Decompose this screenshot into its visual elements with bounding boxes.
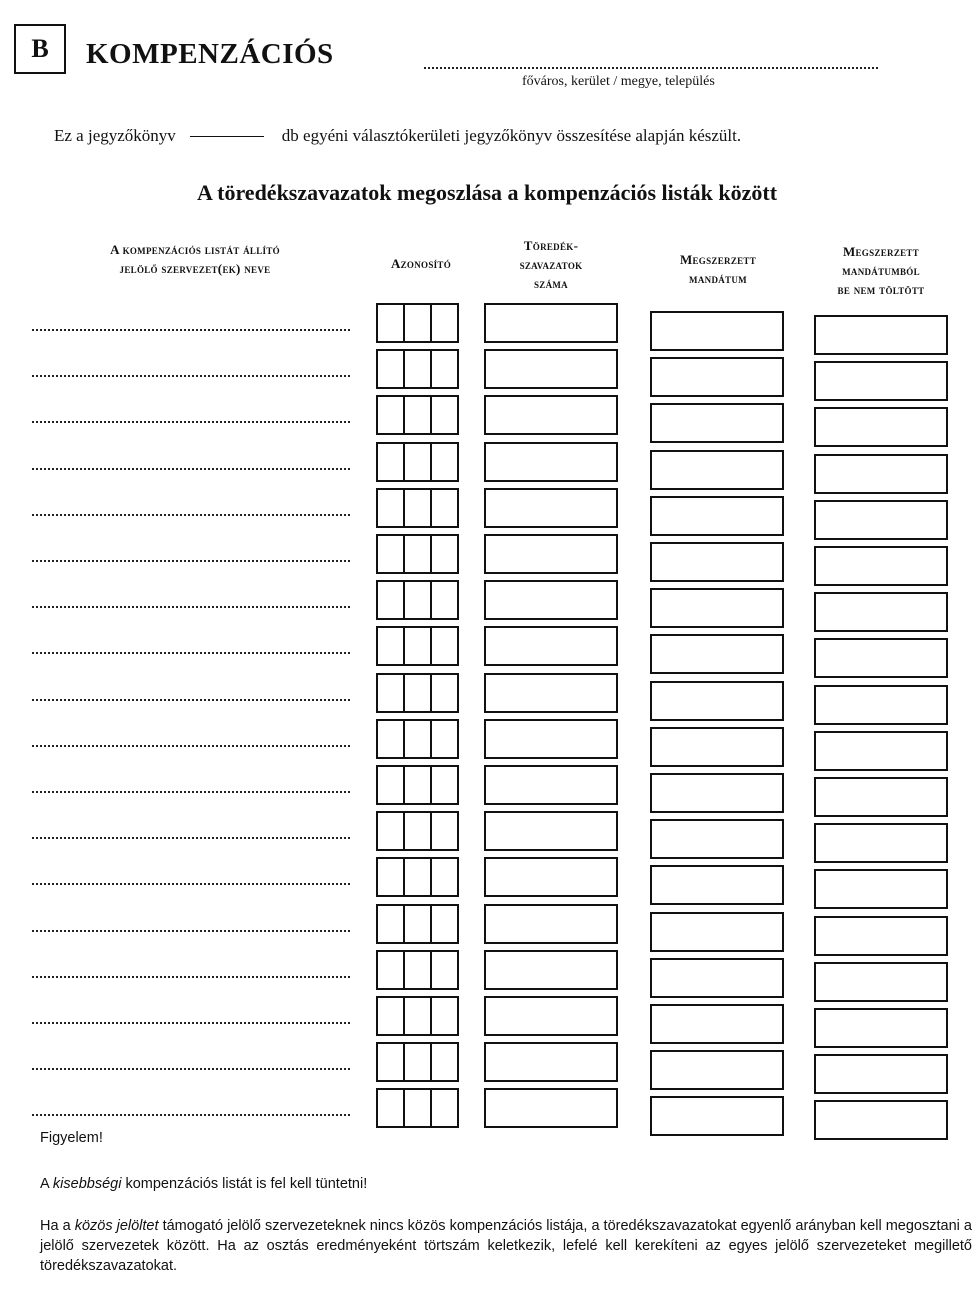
identifier-digit-cell[interactable] xyxy=(378,998,405,1034)
identifier-field[interactable] xyxy=(376,765,459,805)
column-header-unfilled xyxy=(806,242,956,299)
organization-name-field[interactable] xyxy=(32,699,350,701)
joint-candidate-note xyxy=(40,1216,972,1276)
identifier-field[interactable] xyxy=(376,626,459,666)
column-header-line: mandátumból xyxy=(842,263,920,278)
fragment-votes-field[interactable] xyxy=(484,580,618,620)
location-field[interactable] xyxy=(424,67,878,69)
identifier-field[interactable] xyxy=(376,1088,459,1128)
note-suffix: db egyéni választókerületi jegyzőkönyv összesítése alapján készült. xyxy=(281,126,742,145)
section-letter-box xyxy=(14,24,66,74)
minority-note-suffix: kompenzációs listát is fel kell tüntetni! xyxy=(121,1176,368,1192)
identifier-digit-cell[interactable] xyxy=(432,397,457,433)
unfilled-mandates-field[interactable] xyxy=(814,777,948,817)
mandates-field[interactable] xyxy=(650,865,784,905)
fragment-votes-field[interactable] xyxy=(484,996,618,1036)
identifier-digit-cell[interactable] xyxy=(405,859,432,895)
identifier-digit-cell[interactable] xyxy=(432,906,457,942)
identifier-field[interactable] xyxy=(376,1042,459,1082)
identifier-digit-cell[interactable] xyxy=(432,1090,457,1126)
identifier-digit-cell[interactable] xyxy=(405,952,432,988)
fragment-votes-field[interactable] xyxy=(484,303,618,343)
identifier-field[interactable] xyxy=(376,303,459,343)
column-header-line: Töredék- xyxy=(523,238,579,253)
protocol-note xyxy=(54,126,741,146)
identifier-digit-cell[interactable] xyxy=(378,859,405,895)
fragment-votes-field[interactable] xyxy=(484,765,618,805)
identifier-digit-cell[interactable] xyxy=(405,813,432,849)
mandates-field[interactable] xyxy=(650,727,784,767)
mandates-field[interactable] xyxy=(650,357,784,397)
column-header-line: szavazatok xyxy=(519,257,583,272)
column-header-line: száma xyxy=(533,276,568,291)
identifier-digit-cell[interactable] xyxy=(405,582,432,618)
column-header-id xyxy=(366,254,476,273)
unfilled-mandates-field[interactable] xyxy=(814,592,948,632)
organization-name-field[interactable] xyxy=(32,560,350,562)
organization-name-field[interactable] xyxy=(32,883,350,885)
identifier-digit-cell[interactable] xyxy=(378,721,405,757)
column-header-line: Megszerzett xyxy=(842,244,920,259)
fragment-votes-field[interactable] xyxy=(484,719,618,759)
organization-name-field[interactable] xyxy=(32,514,350,516)
identifier-digit-cell[interactable] xyxy=(378,628,405,664)
protocol-count-field[interactable] xyxy=(190,136,264,137)
identifier-digit-cell[interactable] xyxy=(405,444,432,480)
page-title: A töredékszavazatok megoszlása a kompenzációs listák között xyxy=(196,180,778,205)
identifier-digit-cell[interactable] xyxy=(405,1044,432,1080)
note-prefix: Ez a jegyzőkönyv xyxy=(54,126,176,145)
identifier-digit-cell[interactable] xyxy=(405,351,432,387)
unfilled-mandates-field[interactable] xyxy=(814,454,948,494)
identifier-digit-cell[interactable] xyxy=(405,628,432,664)
identifier-digit-cell[interactable] xyxy=(405,767,432,803)
organization-name-field[interactable] xyxy=(32,1114,350,1116)
fragment-votes-field[interactable] xyxy=(484,904,618,944)
column-header-fragment-votes xyxy=(484,236,618,293)
organization-name-field[interactable] xyxy=(32,375,350,377)
identifier-digit-cell[interactable] xyxy=(432,536,457,572)
identifier-field[interactable] xyxy=(376,442,459,482)
fragment-votes-field[interactable] xyxy=(484,811,618,851)
identifier-digit-cell[interactable] xyxy=(432,675,457,711)
identifier-field[interactable] xyxy=(376,811,459,851)
identifier-digit-cell[interactable] xyxy=(432,490,457,526)
identifier-digit-cell[interactable] xyxy=(405,998,432,1034)
unfilled-mandates-field[interactable] xyxy=(814,407,948,447)
organization-name-field[interactable] xyxy=(32,421,350,423)
unfilled-mandates-field[interactable] xyxy=(814,962,948,1002)
identifier-field[interactable] xyxy=(376,488,459,528)
identifier-digit-cell[interactable] xyxy=(378,490,405,526)
identifier-digit-cell[interactable] xyxy=(405,305,432,341)
mandates-field[interactable] xyxy=(650,1096,784,1136)
fragment-votes-field[interactable] xyxy=(484,1042,618,1082)
identifier-field[interactable] xyxy=(376,996,459,1036)
identifier-digit-cell[interactable] xyxy=(378,536,405,572)
identifier-field[interactable] xyxy=(376,395,459,435)
identifier-digit-cell[interactable] xyxy=(432,628,457,664)
unfilled-mandates-field[interactable] xyxy=(814,1008,948,1048)
identifier-field[interactable] xyxy=(376,349,459,389)
fragment-votes-field[interactable] xyxy=(484,950,618,990)
mandates-field[interactable] xyxy=(650,819,784,859)
identifier-digit-cell[interactable] xyxy=(378,952,405,988)
organization-name-field[interactable] xyxy=(32,468,350,470)
identifier-digit-cell[interactable] xyxy=(378,305,405,341)
mandates-field[interactable] xyxy=(650,542,784,582)
identifier-digit-cell[interactable] xyxy=(405,490,432,526)
organization-name-field[interactable] xyxy=(32,837,350,839)
unfilled-mandates-field[interactable] xyxy=(814,1100,948,1140)
organization-name-field[interactable] xyxy=(32,791,350,793)
identifier-digit-cell[interactable] xyxy=(378,1044,405,1080)
column-header-mandates xyxy=(650,250,786,288)
identifier-digit-cell[interactable] xyxy=(432,998,457,1034)
fragment-votes-field[interactable] xyxy=(484,1088,618,1128)
organization-name-field[interactable] xyxy=(32,976,350,978)
unfilled-mandates-field[interactable] xyxy=(814,1054,948,1094)
identifier-digit-cell[interactable] xyxy=(378,675,405,711)
mandates-field[interactable] xyxy=(650,450,784,490)
identifier-digit-cell[interactable] xyxy=(432,1044,457,1080)
identifier-digit-cell[interactable] xyxy=(432,351,457,387)
fragment-votes-field[interactable] xyxy=(484,442,618,482)
mandates-field[interactable] xyxy=(650,496,784,536)
identifier-field[interactable] xyxy=(376,580,459,620)
fragment-votes-field[interactable] xyxy=(484,534,618,574)
column-header-line: Megszerzett xyxy=(679,252,757,267)
fragment-votes-field[interactable] xyxy=(484,857,618,897)
identifier-digit-cell[interactable] xyxy=(432,444,457,480)
unfilled-mandates-field[interactable] xyxy=(814,869,948,909)
identifier-digit-cell[interactable] xyxy=(378,1090,405,1126)
organization-name-field[interactable] xyxy=(32,745,350,747)
identifier-field[interactable] xyxy=(376,950,459,990)
unfilled-mandates-field[interactable] xyxy=(814,315,948,355)
identifier-digit-cell[interactable] xyxy=(432,721,457,757)
unfilled-mandates-field[interactable] xyxy=(814,361,948,401)
identifier-digit-cell[interactable] xyxy=(432,813,457,849)
identifier-digit-cell[interactable] xyxy=(378,444,405,480)
unfilled-mandates-field[interactable] xyxy=(814,500,948,540)
mandates-field[interactable] xyxy=(650,958,784,998)
column-header-line: be nem töltött xyxy=(837,282,925,297)
column-header-line: jelölő szervezet(ek) neve xyxy=(119,261,271,276)
organization-name-field[interactable] xyxy=(32,1068,350,1070)
mandates-field[interactable] xyxy=(650,912,784,952)
identifier-digit-cell[interactable] xyxy=(432,305,457,341)
organization-name-field[interactable] xyxy=(32,930,350,932)
identifier-digit-cell[interactable] xyxy=(432,859,457,895)
mandates-field[interactable] xyxy=(650,588,784,628)
minority-note-prefix: A xyxy=(40,1176,53,1192)
identifier-digit-cell[interactable] xyxy=(378,813,405,849)
mandates-field[interactable] xyxy=(650,311,784,351)
mandates-field[interactable] xyxy=(650,634,784,674)
organization-name-field[interactable] xyxy=(32,652,350,654)
fragment-votes-field[interactable] xyxy=(484,395,618,435)
identifier-digit-cell[interactable] xyxy=(405,397,432,433)
section-letter: B xyxy=(31,34,49,63)
identifier-digit-cell[interactable] xyxy=(405,675,432,711)
identifier-digit-cell[interactable] xyxy=(405,721,432,757)
mandates-field[interactable] xyxy=(650,403,784,443)
identifier-field[interactable] xyxy=(376,673,459,713)
column-header-name xyxy=(40,240,350,278)
joint-note-emphasis: közös jelöltet xyxy=(74,1218,159,1234)
unfilled-mandates-field[interactable] xyxy=(814,638,948,678)
identifier-digit-cell[interactable] xyxy=(432,952,457,988)
identifier-digit-cell[interactable] xyxy=(405,906,432,942)
joint-note-suffix: támogató jelölő szervezeteknek nincs közös kompenzációs listája, a töredékszavazatokat egyenlő arányban kell megosztani a jelölő szervezetek között. Ha az osztás eredményeként törtszám keletkezik, lefelé kell kerekíteni az egyes jelölő szervezeteket megillető töredékszavazatokat. xyxy=(40,1218,972,1274)
minority-note xyxy=(40,1176,367,1192)
fragment-votes-field[interactable] xyxy=(484,488,618,528)
identifier-digit-cell[interactable] xyxy=(378,351,405,387)
identifier-digit-cell[interactable] xyxy=(378,582,405,618)
mandates-field[interactable] xyxy=(650,681,784,721)
minority-note-emphasis: kisebbségi xyxy=(52,1176,122,1192)
identifier-digit-cell[interactable] xyxy=(432,767,457,803)
unfilled-mandates-field[interactable] xyxy=(814,546,948,586)
identifier-field[interactable] xyxy=(376,534,459,574)
fragment-votes-field[interactable] xyxy=(484,626,618,666)
fragment-votes-field[interactable] xyxy=(484,349,618,389)
unfilled-mandates-field[interactable] xyxy=(814,731,948,771)
identifier-digit-cell[interactable] xyxy=(378,767,405,803)
identifier-field[interactable] xyxy=(376,719,459,759)
column-header-line: A kompenzációs listát állító xyxy=(110,242,280,257)
column-header-line: Azonosító xyxy=(390,256,452,271)
unfilled-mandates-field[interactable] xyxy=(814,685,948,725)
mandates-field[interactable] xyxy=(650,773,784,813)
unfilled-mandates-field[interactable] xyxy=(814,823,948,863)
identifier-digit-cell[interactable] xyxy=(378,906,405,942)
location-caption: főváros, kerület / megye, település xyxy=(522,74,715,89)
identifier-digit-cell[interactable] xyxy=(378,397,405,433)
mandates-field[interactable] xyxy=(650,1004,784,1044)
column-header-line: mandátum xyxy=(689,271,747,286)
organization-name-field[interactable] xyxy=(32,606,350,608)
attention-label: Figyelem! xyxy=(40,1130,103,1146)
identifier-digit-cell[interactable] xyxy=(405,1090,432,1126)
mandates-field[interactable] xyxy=(650,1050,784,1090)
unfilled-mandates-field[interactable] xyxy=(814,916,948,956)
fragment-votes-field[interactable] xyxy=(484,673,618,713)
identifier-field[interactable] xyxy=(376,904,459,944)
organization-name-field[interactable] xyxy=(32,1022,350,1024)
identifier-digit-cell[interactable] xyxy=(405,536,432,572)
identifier-field[interactable] xyxy=(376,857,459,897)
joint-note-prefix: Ha a xyxy=(40,1218,75,1234)
section-title: KOMPENZÁCIÓS xyxy=(86,38,334,70)
organization-name-field[interactable] xyxy=(32,329,350,331)
identifier-digit-cell[interactable] xyxy=(432,582,457,618)
